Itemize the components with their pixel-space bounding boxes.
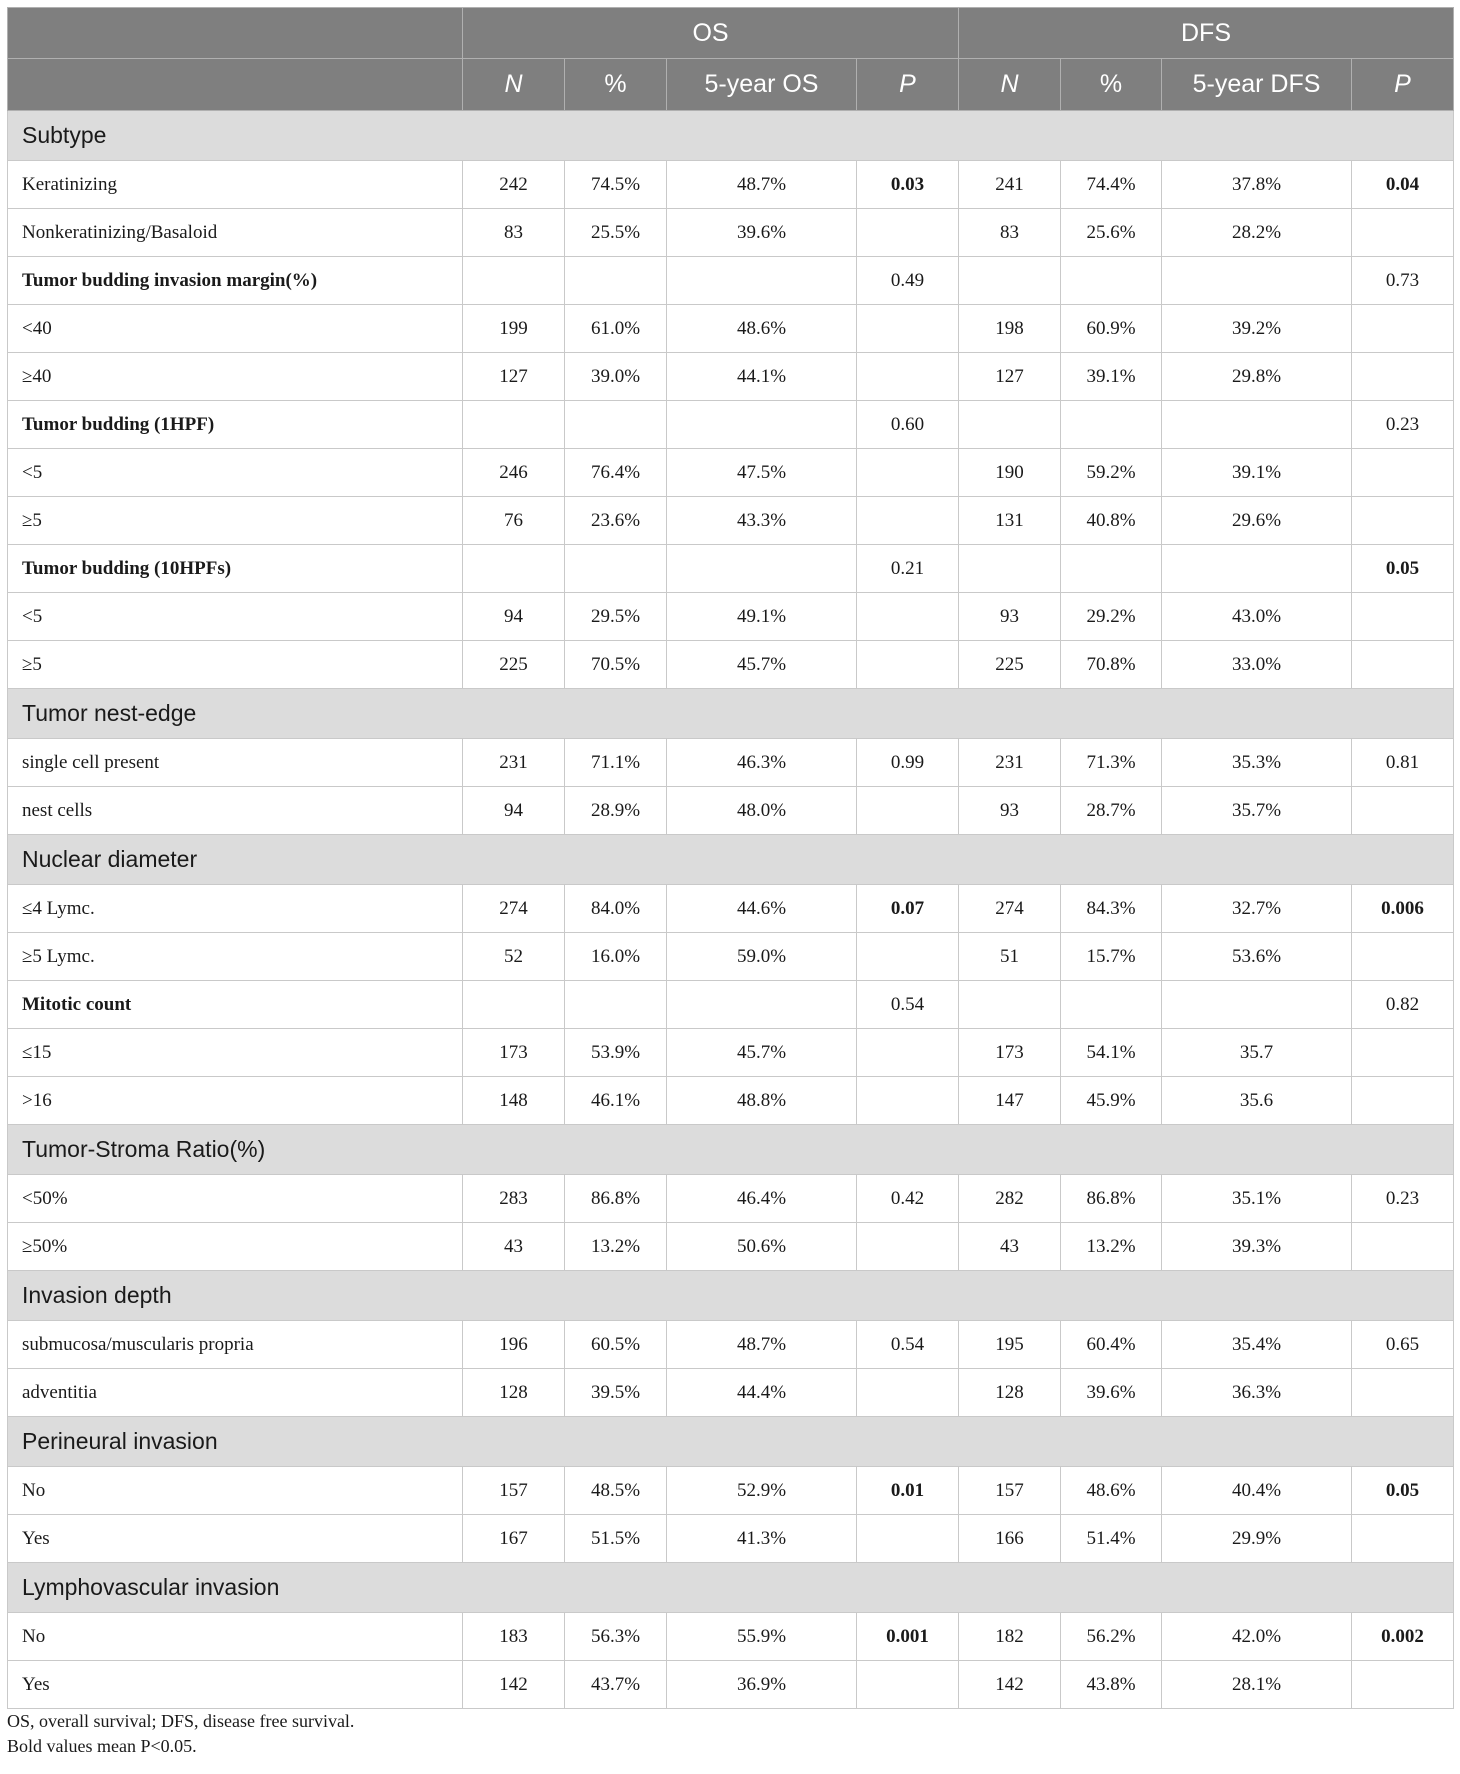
- dfs-percent-cell: 59.2%: [1061, 449, 1162, 497]
- dfs-percent-cell: 39.1%: [1061, 353, 1162, 401]
- table-row: [8, 1661, 1454, 1709]
- table-row: [8, 1321, 1454, 1369]
- dfs-5year-cell: 35.7%: [1162, 787, 1352, 835]
- os-n-cell: 142: [463, 1661, 565, 1709]
- dfs-percent-cell: 40.8%: [1061, 497, 1162, 545]
- os-p-cell: [857, 1661, 959, 1709]
- dfs-percent-cell: 39.6%: [1061, 1369, 1162, 1417]
- dfs-n-cell: 241: [959, 161, 1061, 209]
- os-n-cell: [463, 401, 565, 449]
- dfs-p-cell: 0.05: [1352, 1467, 1454, 1515]
- os-p-cell: [857, 1515, 959, 1563]
- os-n-cell: 43: [463, 1223, 565, 1271]
- dfs-5year-cell: 42.0%: [1162, 1613, 1352, 1661]
- footnote-bold-meaning: Bold values mean P<0.05.: [7, 1736, 197, 1756]
- os-p-cell: 0.49: [857, 257, 959, 305]
- table-row: [8, 1077, 1454, 1125]
- section-label: Invasion depth: [8, 1271, 1454, 1321]
- table-row: [8, 305, 1454, 353]
- os-percent-cell: 84.0%: [565, 885, 667, 933]
- row-label: Tumor budding (1HPF): [8, 401, 463, 449]
- os-percent-cell: 43.7%: [565, 1661, 667, 1709]
- table-row: [8, 545, 1454, 593]
- table-row: [8, 641, 1454, 689]
- section-label: Tumor-Stroma Ratio(%): [8, 1125, 1454, 1175]
- os-percent-cell: [565, 981, 667, 1029]
- row-label: >16: [8, 1077, 463, 1125]
- dfs-5year-cell: 36.3%: [1162, 1369, 1352, 1417]
- os-5year-cell: 44.4%: [667, 1369, 857, 1417]
- os-n-cell: 76: [463, 497, 565, 545]
- dfs-5year-cell: 39.3%: [1162, 1223, 1352, 1271]
- row-label: Yes: [8, 1515, 463, 1563]
- row-label: adventitia: [8, 1369, 463, 1417]
- dfs-percent-cell: 60.9%: [1061, 305, 1162, 353]
- os-p-cell: 0.21: [857, 545, 959, 593]
- dfs-p-cell: [1352, 497, 1454, 545]
- row-label: single cell present: [8, 739, 463, 787]
- dfs-p-cell: [1352, 641, 1454, 689]
- dfs-n-cell: 190: [959, 449, 1061, 497]
- survival-table: [7, 7, 1454, 1709]
- os-n-cell: 242: [463, 161, 565, 209]
- dfs-percent-cell: 29.2%: [1061, 593, 1162, 641]
- section-row: [8, 1563, 1454, 1613]
- os-5year-cell: 49.1%: [667, 593, 857, 641]
- dfs-p-cell: 0.23: [1352, 401, 1454, 449]
- dfs-n-cell: 166: [959, 1515, 1061, 1563]
- os-n-cell: 283: [463, 1175, 565, 1223]
- os-percent-cell: 13.2%: [565, 1223, 667, 1271]
- dfs-p-cell: 0.65: [1352, 1321, 1454, 1369]
- os-5year-cell: 48.7%: [667, 1321, 857, 1369]
- row-label: ≥50%: [8, 1223, 463, 1271]
- dfs-p-cell: [1352, 1077, 1454, 1125]
- dfs-n-cell: 51: [959, 933, 1061, 981]
- os-5year-cell: 48.8%: [667, 1077, 857, 1125]
- dfs-5year-cell: 35.3%: [1162, 739, 1352, 787]
- os-5year-cell: 50.6%: [667, 1223, 857, 1271]
- os-p-cell: 0.54: [857, 981, 959, 1029]
- table-row: [8, 1175, 1454, 1223]
- os-p-cell: [857, 787, 959, 835]
- dfs-n-cell: [959, 401, 1061, 449]
- row-label: <5: [8, 593, 463, 641]
- os-5year-cell: 46.4%: [667, 1175, 857, 1223]
- dfs-percent-cell: [1061, 981, 1162, 1029]
- section-row: [8, 835, 1454, 885]
- header-dfs-percent: %: [1061, 59, 1162, 111]
- os-p-cell: 0.54: [857, 1321, 959, 1369]
- table-footnotes: [7, 1709, 1453, 1759]
- dfs-n-cell: 198: [959, 305, 1061, 353]
- footnote-abbreviations: OS, overall survival; DFS, disease free survival.: [7, 1711, 355, 1731]
- os-n-cell: 52: [463, 933, 565, 981]
- dfs-percent-cell: 43.8%: [1061, 1661, 1162, 1709]
- row-label: Tumor budding (10HPFs): [8, 545, 463, 593]
- os-n-cell: 157: [463, 1467, 565, 1515]
- os-p-cell: [857, 449, 959, 497]
- row-label: <5: [8, 449, 463, 497]
- os-n-cell: [463, 545, 565, 593]
- dfs-percent-cell: 13.2%: [1061, 1223, 1162, 1271]
- os-percent-cell: [565, 257, 667, 305]
- row-label: Mitotic count: [8, 981, 463, 1029]
- os-5year-cell: 47.5%: [667, 449, 857, 497]
- dfs-5year-cell: 28.1%: [1162, 1661, 1352, 1709]
- dfs-n-cell: 131: [959, 497, 1061, 545]
- section-row: [8, 1125, 1454, 1175]
- dfs-percent-cell: 28.7%: [1061, 787, 1162, 835]
- row-label: Keratinizing: [8, 161, 463, 209]
- section-row: [8, 689, 1454, 739]
- dfs-5year-cell: 28.2%: [1162, 209, 1352, 257]
- os-percent-cell: 56.3%: [565, 1613, 667, 1661]
- table-row: [8, 161, 1454, 209]
- os-percent-cell: 28.9%: [565, 787, 667, 835]
- os-5year-cell: 44.1%: [667, 353, 857, 401]
- dfs-5year-cell: 35.7: [1162, 1029, 1352, 1077]
- os-p-cell: 0.42: [857, 1175, 959, 1223]
- header-corner: [8, 8, 463, 59]
- os-n-cell: 83: [463, 209, 565, 257]
- dfs-p-cell: [1352, 1661, 1454, 1709]
- row-label: nest cells: [8, 787, 463, 835]
- os-n-cell: 173: [463, 1029, 565, 1077]
- dfs-n-cell: 83: [959, 209, 1061, 257]
- dfs-p-cell: 0.006: [1352, 885, 1454, 933]
- dfs-n-cell: [959, 257, 1061, 305]
- dfs-5year-cell: 39.1%: [1162, 449, 1352, 497]
- dfs-n-cell: 182: [959, 1613, 1061, 1661]
- section-label: Tumor nest-edge: [8, 689, 1454, 739]
- os-percent-cell: [565, 545, 667, 593]
- dfs-p-cell: 0.81: [1352, 739, 1454, 787]
- table-row: [8, 787, 1454, 835]
- os-n-cell: [463, 257, 565, 305]
- dfs-n-cell: [959, 981, 1061, 1029]
- dfs-percent-cell: 45.9%: [1061, 1077, 1162, 1125]
- row-label: ≤15: [8, 1029, 463, 1077]
- os-p-cell: [857, 593, 959, 641]
- dfs-5year-cell: 35.1%: [1162, 1175, 1352, 1223]
- table-row: [8, 1029, 1454, 1077]
- os-p-cell: 0.99: [857, 739, 959, 787]
- os-5year-cell: [667, 257, 857, 305]
- os-5year-cell: [667, 981, 857, 1029]
- os-n-cell: 231: [463, 739, 565, 787]
- dfs-percent-cell: 48.6%: [1061, 1467, 1162, 1515]
- os-p-cell: [857, 1077, 959, 1125]
- table-row: [8, 449, 1454, 497]
- section-label: Nuclear diameter: [8, 835, 1454, 885]
- dfs-n-cell: 282: [959, 1175, 1061, 1223]
- dfs-n-cell: 147: [959, 1077, 1061, 1125]
- os-5year-cell: [667, 545, 857, 593]
- dfs-percent-cell: 54.1%: [1061, 1029, 1162, 1077]
- dfs-p-cell: 0.002: [1352, 1613, 1454, 1661]
- section-row: [8, 1417, 1454, 1467]
- dfs-p-cell: [1352, 305, 1454, 353]
- dfs-p-cell: [1352, 449, 1454, 497]
- os-5year-cell: 44.6%: [667, 885, 857, 933]
- header-os-n: N: [463, 59, 565, 111]
- os-n-cell: 94: [463, 593, 565, 641]
- dfs-p-cell: [1352, 933, 1454, 981]
- header-dfs-p: P: [1352, 59, 1454, 111]
- dfs-5year-cell: 32.7%: [1162, 885, 1352, 933]
- os-5year-cell: 45.7%: [667, 1029, 857, 1077]
- dfs-percent-cell: 86.8%: [1061, 1175, 1162, 1223]
- os-p-cell: [857, 1029, 959, 1077]
- os-5year-cell: 39.6%: [667, 209, 857, 257]
- table-row: [8, 885, 1454, 933]
- header-corner-lower: [8, 59, 463, 111]
- header-os-group: OS: [463, 8, 959, 59]
- dfs-p-cell: [1352, 1369, 1454, 1417]
- row-label: No: [8, 1613, 463, 1661]
- os-p-cell: 0.001: [857, 1613, 959, 1661]
- row-label: ≥5: [8, 641, 463, 689]
- dfs-n-cell: 127: [959, 353, 1061, 401]
- os-p-cell: [857, 305, 959, 353]
- dfs-p-cell: 0.82: [1352, 981, 1454, 1029]
- os-5year-cell: 52.9%: [667, 1467, 857, 1515]
- os-n-cell: 167: [463, 1515, 565, 1563]
- table-row: [8, 933, 1454, 981]
- os-percent-cell: 53.9%: [565, 1029, 667, 1077]
- os-n-cell: 246: [463, 449, 565, 497]
- table-row: [8, 209, 1454, 257]
- os-n-cell: 199: [463, 305, 565, 353]
- header-os-p: P: [857, 59, 959, 111]
- os-n-cell: 148: [463, 1077, 565, 1125]
- os-percent-cell: 25.5%: [565, 209, 667, 257]
- os-5year-cell: 55.9%: [667, 1613, 857, 1661]
- os-n-cell: 128: [463, 1369, 565, 1417]
- dfs-n-cell: 93: [959, 593, 1061, 641]
- section-row: [8, 111, 1454, 161]
- os-n-cell: 94: [463, 787, 565, 835]
- dfs-p-cell: [1352, 787, 1454, 835]
- header-os-percent: %: [565, 59, 667, 111]
- dfs-n-cell: 43: [959, 1223, 1061, 1271]
- table-row: [8, 497, 1454, 545]
- row-label: Tumor budding invasion margin(%): [8, 257, 463, 305]
- dfs-percent-cell: 70.8%: [1061, 641, 1162, 689]
- dfs-5year-cell: [1162, 545, 1352, 593]
- os-n-cell: 183: [463, 1613, 565, 1661]
- os-percent-cell: 76.4%: [565, 449, 667, 497]
- os-percent-cell: 51.5%: [565, 1515, 667, 1563]
- dfs-5year-cell: 53.6%: [1162, 933, 1352, 981]
- dfs-n-cell: 225: [959, 641, 1061, 689]
- dfs-n-cell: 157: [959, 1467, 1061, 1515]
- row-label: ≤4 Lymc.: [8, 885, 463, 933]
- dfs-percent-cell: 84.3%: [1061, 885, 1162, 933]
- os-p-cell: 0.07: [857, 885, 959, 933]
- table-row: [8, 257, 1454, 305]
- row-label: Yes: [8, 1661, 463, 1709]
- os-percent-cell: 46.1%: [565, 1077, 667, 1125]
- dfs-5year-cell: 29.8%: [1162, 353, 1352, 401]
- os-percent-cell: 39.5%: [565, 1369, 667, 1417]
- table-row: [8, 981, 1454, 1029]
- table-header: [8, 8, 1454, 111]
- dfs-p-cell: [1352, 1515, 1454, 1563]
- dfs-n-cell: 128: [959, 1369, 1061, 1417]
- row-label: ≥5: [8, 497, 463, 545]
- row-label: Nonkeratinizing/Basaloid: [8, 209, 463, 257]
- dfs-n-cell: 142: [959, 1661, 1061, 1709]
- dfs-p-cell: 0.73: [1352, 257, 1454, 305]
- section-row: [8, 1271, 1454, 1321]
- dfs-n-cell: 274: [959, 885, 1061, 933]
- os-p-cell: [857, 933, 959, 981]
- table-row: [8, 1223, 1454, 1271]
- dfs-percent-cell: 60.4%: [1061, 1321, 1162, 1369]
- os-p-cell: [857, 497, 959, 545]
- os-percent-cell: 86.8%: [565, 1175, 667, 1223]
- os-5year-cell: [667, 401, 857, 449]
- os-percent-cell: 74.5%: [565, 161, 667, 209]
- table-row: [8, 1467, 1454, 1515]
- dfs-percent-cell: [1061, 401, 1162, 449]
- dfs-5year-cell: 29.6%: [1162, 497, 1352, 545]
- header-dfs-5year: 5-year DFS: [1162, 59, 1352, 111]
- os-5year-cell: 36.9%: [667, 1661, 857, 1709]
- os-5year-cell: 48.0%: [667, 787, 857, 835]
- table-row: [8, 739, 1454, 787]
- dfs-percent-cell: 56.2%: [1061, 1613, 1162, 1661]
- dfs-p-cell: 0.23: [1352, 1175, 1454, 1223]
- os-n-cell: 196: [463, 1321, 565, 1369]
- os-percent-cell: 71.1%: [565, 739, 667, 787]
- dfs-5year-cell: 33.0%: [1162, 641, 1352, 689]
- dfs-5year-cell: 29.9%: [1162, 1515, 1352, 1563]
- dfs-n-cell: 173: [959, 1029, 1061, 1077]
- os-5year-cell: 41.3%: [667, 1515, 857, 1563]
- dfs-percent-cell: 51.4%: [1061, 1515, 1162, 1563]
- os-5year-cell: 59.0%: [667, 933, 857, 981]
- os-5year-cell: 48.7%: [667, 161, 857, 209]
- table-row: [8, 1369, 1454, 1417]
- row-label: submucosa/muscularis propria: [8, 1321, 463, 1369]
- dfs-percent-cell: 15.7%: [1061, 933, 1162, 981]
- os-n-cell: 225: [463, 641, 565, 689]
- table-body: [8, 111, 1454, 1709]
- row-label: No: [8, 1467, 463, 1515]
- os-p-cell: 0.60: [857, 401, 959, 449]
- section-label: Perineural invasion: [8, 1417, 1454, 1467]
- os-percent-cell: 39.0%: [565, 353, 667, 401]
- os-p-cell: [857, 1369, 959, 1417]
- dfs-p-cell: [1352, 353, 1454, 401]
- dfs-p-cell: [1352, 593, 1454, 641]
- os-p-cell: [857, 641, 959, 689]
- os-percent-cell: 29.5%: [565, 593, 667, 641]
- dfs-5year-cell: [1162, 981, 1352, 1029]
- table-row: [8, 1515, 1454, 1563]
- os-percent-cell: 48.5%: [565, 1467, 667, 1515]
- os-5year-cell: 46.3%: [667, 739, 857, 787]
- section-label: Lymphovascular invasion: [8, 1563, 1454, 1613]
- os-p-cell: 0.03: [857, 161, 959, 209]
- dfs-5year-cell: 43.0%: [1162, 593, 1352, 641]
- os-p-cell: 0.01: [857, 1467, 959, 1515]
- dfs-p-cell: 0.05: [1352, 545, 1454, 593]
- os-5year-cell: 45.7%: [667, 641, 857, 689]
- os-n-cell: 127: [463, 353, 565, 401]
- os-5year-cell: 43.3%: [667, 497, 857, 545]
- os-percent-cell: 61.0%: [565, 305, 667, 353]
- dfs-percent-cell: [1061, 545, 1162, 593]
- os-p-cell: [857, 209, 959, 257]
- dfs-5year-cell: 35.6: [1162, 1077, 1352, 1125]
- os-5year-cell: 48.6%: [667, 305, 857, 353]
- row-label: <50%: [8, 1175, 463, 1223]
- dfs-p-cell: 0.04: [1352, 161, 1454, 209]
- header-dfs-group: DFS: [959, 8, 1454, 59]
- dfs-percent-cell: [1061, 257, 1162, 305]
- table-row: [8, 353, 1454, 401]
- dfs-n-cell: 231: [959, 739, 1061, 787]
- os-n-cell: [463, 981, 565, 1029]
- section-label: Subtype: [8, 111, 1454, 161]
- dfs-n-cell: 93: [959, 787, 1061, 835]
- dfs-5year-cell: [1162, 401, 1352, 449]
- os-p-cell: [857, 353, 959, 401]
- dfs-n-cell: [959, 545, 1061, 593]
- os-percent-cell: 60.5%: [565, 1321, 667, 1369]
- row-label: <40: [8, 305, 463, 353]
- table-row: [8, 1613, 1454, 1661]
- dfs-5year-cell: [1162, 257, 1352, 305]
- dfs-5year-cell: 39.2%: [1162, 305, 1352, 353]
- dfs-p-cell: [1352, 1223, 1454, 1271]
- row-label: ≥40: [8, 353, 463, 401]
- dfs-n-cell: 195: [959, 1321, 1061, 1369]
- dfs-5year-cell: 37.8%: [1162, 161, 1352, 209]
- table-row: [8, 401, 1454, 449]
- os-percent-cell: [565, 401, 667, 449]
- os-p-cell: [857, 1223, 959, 1271]
- dfs-percent-cell: 74.4%: [1061, 161, 1162, 209]
- header-os-5year: 5-year OS: [667, 59, 857, 111]
- header-dfs-n: N: [959, 59, 1061, 111]
- row-label: ≥5 Lymc.: [8, 933, 463, 981]
- dfs-5year-cell: 35.4%: [1162, 1321, 1352, 1369]
- os-percent-cell: 16.0%: [565, 933, 667, 981]
- dfs-percent-cell: 25.6%: [1061, 209, 1162, 257]
- dfs-percent-cell: 71.3%: [1061, 739, 1162, 787]
- survival-table-container: [7, 7, 1453, 1759]
- os-n-cell: 274: [463, 885, 565, 933]
- os-percent-cell: 70.5%: [565, 641, 667, 689]
- os-percent-cell: 23.6%: [565, 497, 667, 545]
- dfs-p-cell: [1352, 1029, 1454, 1077]
- table-row: [8, 593, 1454, 641]
- dfs-p-cell: [1352, 209, 1454, 257]
- dfs-5year-cell: 40.4%: [1162, 1467, 1352, 1515]
